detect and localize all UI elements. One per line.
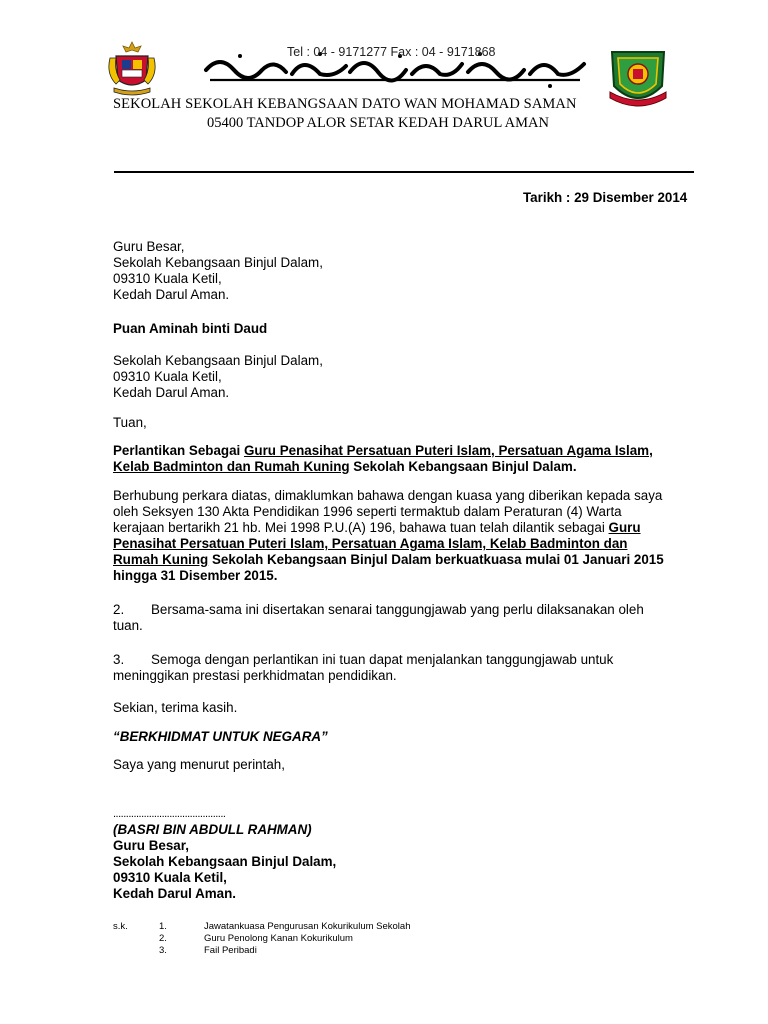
closing-motto: “BERKHIDMAT UNTUK NEGARA” xyxy=(113,729,328,744)
signatory-line: Kedah Darul Aman. xyxy=(113,886,237,901)
signatory-line: Sekolah Kebangsaan Binjul Dalam, xyxy=(113,854,337,869)
appointee-line: 09310 Kuala Ketil, xyxy=(113,369,222,384)
paragraph-underlined: Rumah Kuning xyxy=(113,552,209,567)
closing-yours: Saya yang menurut perintah, xyxy=(113,757,285,772)
signature-line: ............................................ xyxy=(113,808,226,820)
paragraph-line: oleh Seksyen 130 Akta Pendidikan 1996 seperti termaktub dalam Peraturan (4) Warta xyxy=(113,504,622,519)
salutation: Tuan, xyxy=(113,415,147,430)
appointee-address xyxy=(113,353,323,401)
school-address: 05400 TANDOP ALOR SETAR KEDAH DARUL AMAN xyxy=(207,115,549,131)
appointee-name: Puan Aminah binti Daud xyxy=(113,321,268,336)
subject-prefix: Perlantikan Sebagai xyxy=(113,443,244,458)
paragraph-number: 2. xyxy=(113,602,125,617)
recipient-line: Guru Besar, xyxy=(113,239,185,254)
copies-text: Guru Penolong Kanan Kokurikulum xyxy=(204,933,353,944)
header-divider xyxy=(114,171,694,173)
signatory-block xyxy=(113,822,336,902)
recipient-address xyxy=(113,239,323,303)
copies-number: 2. xyxy=(159,933,167,944)
recipient-line: 09310 Kuala Ketil, xyxy=(113,271,222,286)
paragraph-2 xyxy=(113,602,644,634)
closing-thanks: Sekian, terima kasih. xyxy=(113,700,238,715)
signatory-line: Guru Besar, xyxy=(113,838,189,853)
contact-numbers: Tel : 04 - 9171277 Fax : 04 - 9171868 xyxy=(287,45,496,59)
paragraph-bold-text: Guru xyxy=(608,520,641,535)
signatory-line: 09310 Kuala Ketil, xyxy=(113,870,227,885)
copies-number: 3. xyxy=(159,945,167,956)
school-name: SEKOLAH SEKOLAH KEBANGSAAN DATO WAN MOHAMAD SAMAN xyxy=(113,96,577,112)
malaysia-coat-of-arms-icon xyxy=(106,40,158,96)
copies-text: Jawatankuasa Pengurusan Kokurikulum Sekolah xyxy=(204,921,411,932)
paragraph-line: meninggikan prestasi perkhidmatan pendidikan. xyxy=(113,668,397,683)
signatory-name: (BASRI BIN ABDULL RAHMAN) xyxy=(113,822,312,837)
paragraph-line: Penasihat Persatuan Puteri Islam, Persatuan Agama Islam, Kelab Badminton dan xyxy=(113,536,628,551)
paragraph-1 xyxy=(113,488,664,584)
recipient-line: Kedah Darul Aman. xyxy=(113,287,230,302)
paragraph-text: kerajaan bertarikh 21 hb. Mei 1998 P.U.(A) 196, bahawa tuan telah dilantik sebagai xyxy=(113,520,609,535)
subject-heading xyxy=(113,443,653,475)
appointee-line: Kedah Darul Aman. xyxy=(113,385,230,400)
subject-underlined: Kelab Badminton dan Rumah Kuning xyxy=(113,459,350,474)
paragraph-line: tuan. xyxy=(113,618,143,633)
paragraph-line: hingga 31 Disember 2015. xyxy=(113,568,278,583)
paragraph-3 xyxy=(113,652,613,684)
copies-label: s.k. xyxy=(113,921,128,932)
paragraph-text: Bersama-sama ini disertakan senarai tanggungjawab yang perlu dilaksanakan oleh xyxy=(151,602,644,617)
paragraph-line: Berhubung perkara diatas, dimaklumkan bahawa dengan kuasa yang diberikan kepada saya xyxy=(113,488,663,503)
appointee-line: Sekolah Kebangsaan Binjul Dalam, xyxy=(113,353,323,368)
school-crest-icon xyxy=(606,46,670,112)
subject-suffix: Sekolah Kebangsaan Binjul Dalam. xyxy=(349,459,577,474)
recipient-line: Sekolah Kebangsaan Binjul Dalam, xyxy=(113,255,323,270)
letter-date: Tarikh : 29 Disember 2014 xyxy=(523,190,688,205)
paragraph-bold-text: Sekolah Kebangsaan Binjul Dalam berkuatkuasa mulai 01 Januari 2015 xyxy=(208,552,664,567)
paragraph-number: 3. xyxy=(113,652,125,667)
copies-number: 1. xyxy=(159,921,167,932)
copies-text: Fail Peribadi xyxy=(204,945,257,956)
subject-underlined: Guru Penasihat Persatuan Puteri Islam, Persatuan Agama Islam, xyxy=(243,443,653,458)
paragraph-text: Semoga dengan perlantikan ini tuan dapat menjalankan tanggungjawab untuk xyxy=(151,652,614,667)
